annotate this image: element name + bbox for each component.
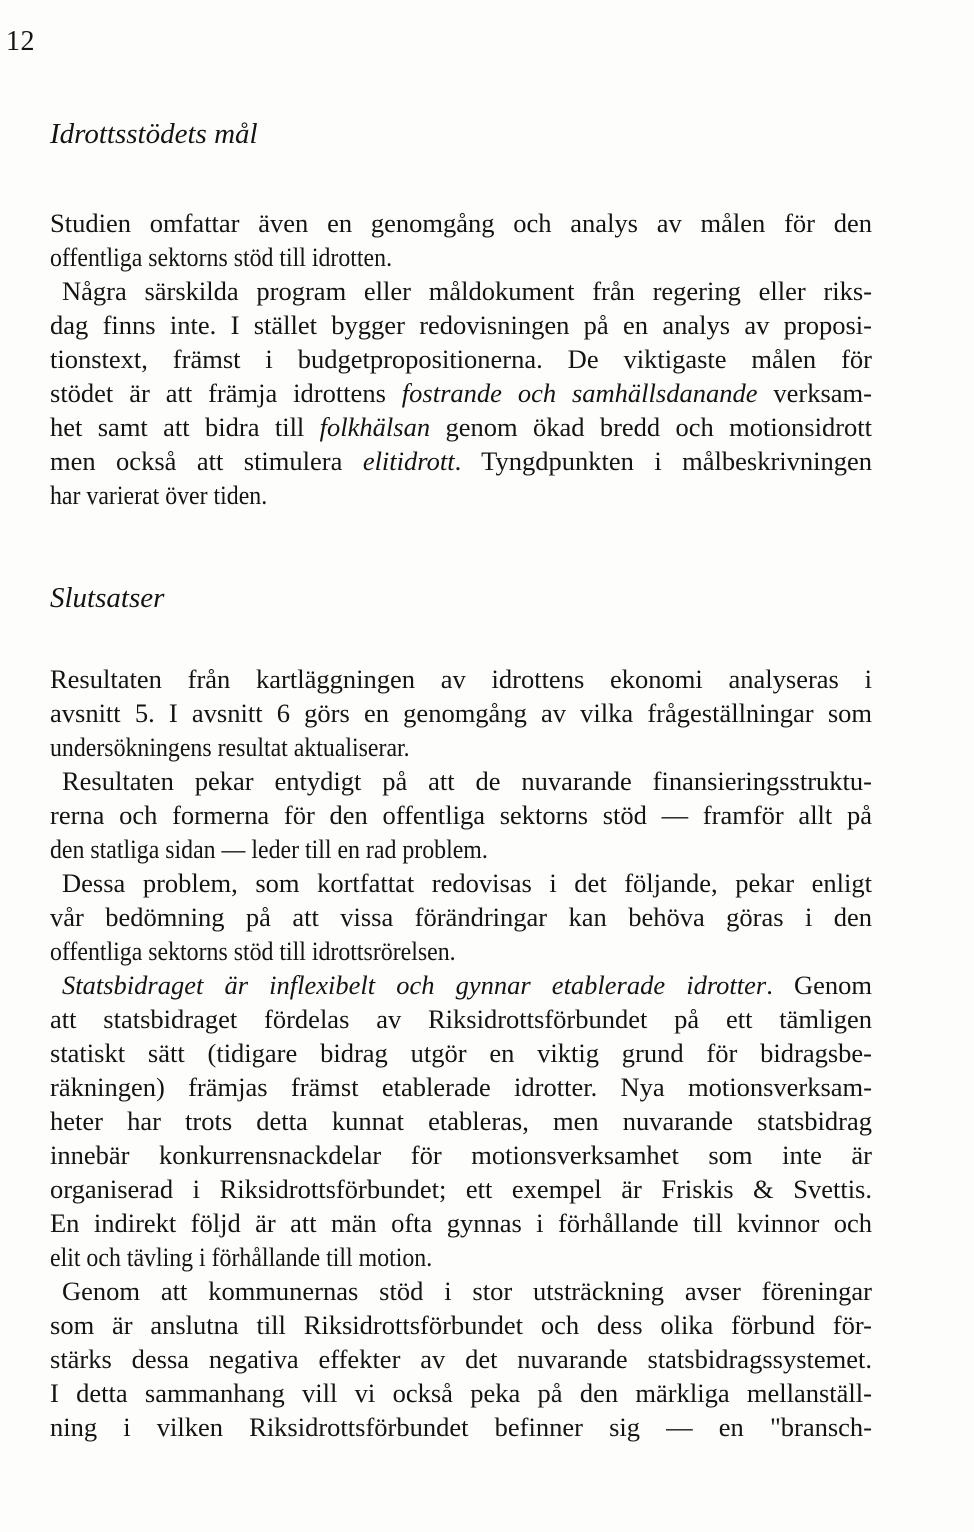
text-line (50, 444, 872, 478)
body-text: stödet är att främja idrottens (50, 378, 402, 408)
body-text: Några särskilda program eller måldokument från regering eller riks- (62, 276, 872, 306)
text-line (50, 900, 872, 934)
text-line (50, 410, 872, 444)
text-line (50, 206, 872, 240)
body-text: räkningen) främjas främst etablerade idrotter. Nya motionsverksam- (50, 1072, 872, 1102)
body-text: att statsbidraget fördelas av Riksidrottsförbundet på ett tämligen (50, 1004, 872, 1034)
body-text: statiskt sätt (tidigare bidrag utgör en viktig grund för bidragsbe- (50, 1038, 872, 1068)
body-text: . Tyngdpunkten i målbeskrivningen (454, 446, 872, 476)
text-line (50, 376, 872, 410)
body-text: undersökningens resultat aktualiserar. (50, 732, 410, 762)
text-line (50, 832, 790, 866)
text-line (50, 1002, 872, 1036)
emphasis-text: elitidrott (362, 446, 455, 476)
body-text: ning i vilken Riksidrottsförbundet befinner sig — en "bransch- (50, 1412, 872, 1442)
text-line (50, 1172, 872, 1206)
text-line (50, 1138, 872, 1172)
body-text: Resultaten pekar entydigt på att de nuvarande finansieringsstruktu- (62, 766, 872, 796)
body-text: Studien omfattar även en genomgång och analys av målen för den (50, 208, 872, 238)
page-number: 12 (6, 26, 35, 57)
body-text: elit och tävling i förhållande till motion. (50, 1242, 433, 1272)
body-text: stärks dessa negativa effekter av det nuvarande statsbidragssystemet. (50, 1344, 872, 1374)
body-text: genom ökad bredd och motionsidrott (430, 412, 872, 442)
text-line (50, 1410, 872, 1444)
text-line (50, 240, 790, 274)
section-body-goals (50, 206, 872, 512)
body-text: innebär konkurrensnackdelar för motionsverksamhet som inte är (50, 1140, 872, 1170)
body-text: tionstext, främst i budgetpropositionerna. De viktigaste målen för (50, 344, 872, 374)
text-line (50, 1036, 872, 1070)
body-text: men också att stimulera (50, 446, 363, 476)
body-text: vår bedömning på att vissa förändringar kan behöva göras i den (50, 902, 872, 932)
text-line (50, 1376, 872, 1410)
text-line (50, 968, 872, 1002)
section-heading-conclusions: Slutsatser (50, 582, 165, 614)
text-line (50, 1104, 872, 1138)
emphasis-text: Statsbidraget är inflexibelt och gynnar etablerade idrotter (62, 970, 767, 1000)
text-line (50, 1070, 872, 1104)
text-line (50, 696, 872, 730)
body-text: offentliga sektorns stöd till idrottsrörelsen. (50, 936, 456, 966)
text-line (50, 1240, 790, 1274)
body-text: dag finns inte. I stället bygger redovisningen på en analys av proposi- (50, 310, 872, 340)
body-text: rerna och formerna för den offentliga sektorns stöd — framför allt på (50, 800, 872, 830)
text-line (50, 764, 872, 798)
body-text: Resultaten från kartläggningen av idrottens ekonomi analyseras i (50, 664, 872, 694)
body-text: den statliga sidan — leder till en rad problem. (50, 834, 488, 864)
body-text: het samt att bidra till (50, 412, 320, 442)
body-text: som är anslutna till Riksidrottsförbundet och dess olika förbund för- (50, 1310, 872, 1340)
text-line (50, 1308, 872, 1342)
text-line (50, 274, 872, 308)
text-line (50, 662, 872, 696)
text-line (50, 478, 790, 512)
body-text: avsnitt 5. I avsnitt 6 görs en genomgång av vilka frågeställningar som (50, 698, 872, 728)
text-line (50, 798, 872, 832)
body-text: . Genom (766, 970, 873, 1000)
text-line (50, 1342, 872, 1376)
body-text: Genom att kommunernas stöd i stor utsträckning avser föreningar (62, 1276, 872, 1306)
text-line (50, 1274, 872, 1308)
body-text: offentliga sektorns stöd till idrotten. (50, 242, 393, 272)
body-text: heter har trots detta kunnat etableras, men nuvarande statsbidrag (50, 1106, 872, 1136)
section-body-conclusions (50, 662, 872, 1444)
section-heading-goals: Idrottsstödets mål (50, 118, 258, 150)
emphasis-text: fostrande och samhällsdanande (401, 378, 758, 408)
body-text: En indirekt följd är att män ofta gynnas i förhållande till kvinnor och (50, 1208, 872, 1238)
body-text: Dessa problem, som kortfattat redovisas i det följande, pekar enligt (62, 868, 872, 898)
text-line (50, 1206, 872, 1240)
text-line (50, 866, 872, 900)
text-line (50, 730, 790, 764)
body-text: organiserad i Riksidrottsförbundet; ett exempel är Friskis & Svettis. (50, 1174, 872, 1204)
text-line (50, 342, 872, 376)
emphasis-text: folkhälsan (319, 412, 431, 442)
text-line (50, 934, 790, 968)
body-text: verksam- (757, 378, 872, 408)
body-text: I detta sammanhang vill vi också peka på den märkliga mellanställ- (50, 1378, 872, 1408)
body-text: har varierat över tiden. (50, 480, 268, 510)
text-line (50, 308, 872, 342)
